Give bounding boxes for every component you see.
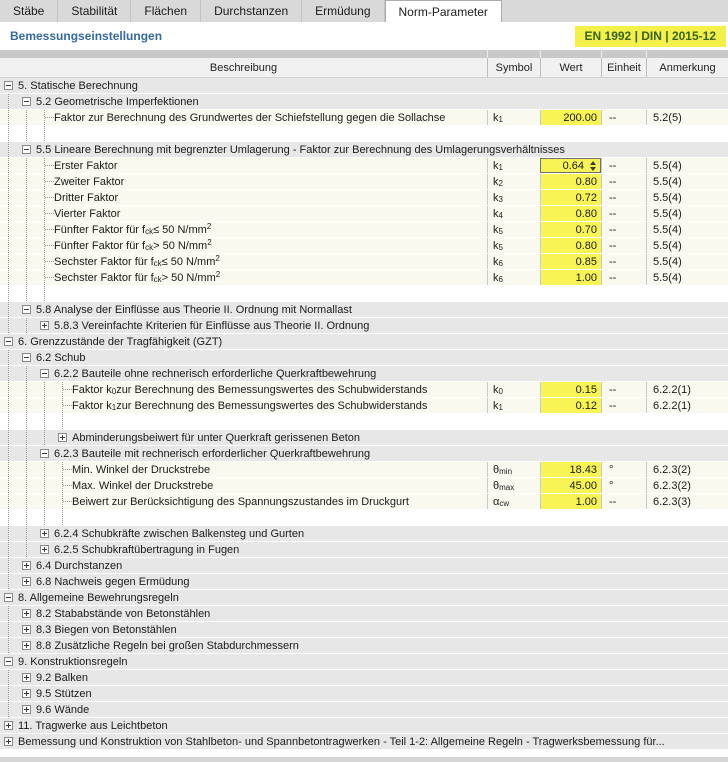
row-description: 6. Grenzzustände der Tragfähigkeit (GZT) [18, 335, 223, 348]
unit-cell: -- [601, 206, 646, 221]
row-description: Erster Faktor [54, 159, 118, 172]
tab-stabilit-t[interactable]: Stabilität [58, 0, 131, 22]
table-row[interactable] [0, 606, 728, 622]
separator-segment [601, 50, 646, 58]
table-row[interactable] [0, 142, 728, 158]
row-description: 6.4 Durchstanzen [36, 559, 123, 572]
table-row[interactable] [0, 462, 728, 478]
tree-branch-line [45, 245, 54, 246]
row-description: 11. Tragwerke aus Leichtbeton [18, 719, 168, 732]
tree-branch-line [45, 277, 54, 278]
table-row[interactable] [0, 446, 728, 462]
row-description: 9.6 Wände [36, 703, 90, 716]
row-description: 5.8.3 Vereinfachte Kriterien für Einflüsse aus Theorie II. Ordnung [54, 319, 370, 332]
expander-expand-icon[interactable] [40, 529, 49, 538]
tree-branch-line [63, 501, 72, 502]
note-cell: 6.2.2(1) [646, 382, 728, 397]
tree-guide-line [26, 510, 27, 525]
tree-branch-line [63, 389, 72, 390]
expander-collapse-icon[interactable] [22, 97, 31, 106]
row-description: Faktor zur Berechnung des Grundwertes der Schiefstellung gegen die Sollachse [54, 111, 446, 124]
value-cell[interactable]: 0.12 [540, 398, 601, 413]
window-edge [0, 757, 728, 762]
symbol-cell: k $_0$ [487, 382, 540, 397]
spacer-row [0, 126, 728, 142]
column-header-symbol: Symbol [487, 58, 540, 77]
tab-fl-chen[interactable]: Flächen [131, 0, 201, 22]
unit-cell: -- [601, 158, 646, 173]
tree-branch-line [45, 117, 54, 118]
table-row[interactable] [0, 654, 728, 670]
tree-guide-line [62, 510, 63, 525]
tree-guide-line [44, 510, 45, 525]
row-description: Max. Winkel der Druckstrebe [72, 479, 214, 492]
tree-guide-line [8, 126, 9, 141]
spacer-row [0, 510, 728, 526]
value-spinner [587, 159, 599, 172]
tree-branch-line [63, 469, 72, 470]
expander-expand-icon[interactable] [40, 321, 49, 330]
tree-branch-line [45, 165, 54, 166]
value-cell[interactable]: 0.15 [540, 382, 601, 397]
unit-cell: -- [601, 238, 646, 253]
table-row[interactable] [0, 366, 728, 382]
tree-branch-line [45, 261, 54, 262]
tree-branch-line [45, 229, 54, 230]
table-row[interactable] [0, 574, 728, 590]
expander-collapse-icon[interactable] [22, 305, 31, 314]
expander-collapse-icon[interactable] [22, 353, 31, 362]
tab-bar-filler [502, 0, 728, 22]
table-row[interactable] [0, 94, 728, 110]
note-cell: 5.5(4) [646, 254, 728, 269]
row-description: 5. Statische Berechnung [18, 79, 138, 92]
row-description: Sechster Faktor für f $_{ck}$ ≤ 50 N/mm $^2$ [54, 254, 220, 268]
symbol-cell: θ $_{max}$ [487, 478, 540, 493]
expander-collapse-icon[interactable] [40, 449, 49, 458]
row-description: Beiwert zur Berücksichtigung des Spannungszustandes im Druckgurt [72, 495, 409, 508]
symbol-cell: k $_3$ [487, 190, 540, 205]
note-cell: 6.2.3(2) [646, 462, 728, 477]
note-cell: 6.2.2(1) [646, 398, 728, 413]
expander-expand-icon[interactable] [22, 561, 31, 570]
tree-guide-line [8, 510, 9, 525]
expander-expand-icon[interactable] [58, 433, 67, 442]
symbol-cell: k $_5$ [487, 238, 540, 253]
table-row[interactable] [0, 478, 728, 494]
table-row[interactable] [0, 350, 728, 366]
note-cell: 5.5(4) [646, 222, 728, 237]
tree-guide-line [26, 286, 27, 301]
symbol-cell: k $_2$ [487, 174, 540, 189]
row-description: 6.2.3 Bauteile mit rechnerisch erforderlicher Querkraftbewehrung [54, 447, 371, 460]
note-cell: 5.5(4) [646, 206, 728, 221]
table-row[interactable] [0, 670, 728, 686]
note-cell: 5.5(4) [646, 238, 728, 253]
table-row[interactable] [0, 494, 728, 510]
table-row[interactable] [0, 158, 728, 174]
separator-segment [540, 50, 601, 58]
expander-collapse-icon[interactable] [4, 81, 13, 90]
table-column-header [0, 58, 728, 78]
symbol-cell: k $_6$ [487, 270, 540, 285]
row-description: 8.8 Zusätzliche Regeln bei großen Stabdurchmessern [36, 639, 299, 652]
expander-expand-icon[interactable] [22, 609, 31, 618]
expander-expand-icon[interactable] [22, 673, 31, 682]
table-row[interactable] [0, 718, 728, 734]
expander-expand-icon[interactable] [4, 737, 13, 746]
tree-guide-line [44, 126, 45, 141]
row-description: Fünfter Faktor für f $_{ck}$ ≤ 50 N/mm $^2$ [54, 222, 212, 236]
row-description: Min. Winkel der Druckstrebe [72, 463, 211, 476]
row-description: Faktor k $_0$ zur Berechnung des Bemessungswertes des Schubwiderstands [72, 383, 428, 396]
table-row[interactable] [0, 734, 728, 750]
symbol-cell: α $_{cw}$ [487, 494, 540, 509]
row-description: Bemessung und Konstruktion von Stahlbeton- und Spannbetontragwerken - Teil 1-2: Allgemeine Regeln - Tragwerksbemessung für... [18, 735, 665, 748]
note-cell: 5.2(5) [646, 110, 728, 125]
spinner-down-icon[interactable] [590, 167, 596, 171]
page-title: Bemessungseinstellungen [10, 29, 163, 43]
row-description: 8.3 Biegen von Betonstählen [36, 623, 177, 636]
tree-guide-line [26, 414, 27, 429]
table-row[interactable] [0, 430, 728, 446]
expander-expand-icon[interactable] [22, 689, 31, 698]
tree-branch-line [63, 485, 72, 486]
table-row[interactable] [0, 206, 728, 222]
value-cell[interactable]: 0.72 [540, 190, 601, 205]
expander-collapse-icon[interactable] [4, 593, 13, 602]
tree-branch-line [45, 181, 54, 182]
unit-cell: ° [601, 478, 646, 493]
value-cell[interactable]: 1.00 [540, 494, 601, 509]
header-separator-strip [0, 50, 728, 58]
table-row[interactable] [0, 526, 728, 542]
column-header-beschreibung: Beschreibung [209, 61, 278, 74]
table-row[interactable] [0, 190, 728, 206]
table-row[interactable] [0, 638, 728, 654]
value-cell[interactable]: 0.85 [540, 254, 601, 269]
row-description: Vierter Faktor [54, 207, 121, 220]
unit-cell: -- [601, 270, 646, 285]
spinner-up-icon[interactable] [590, 161, 596, 165]
symbol-cell: k $_6$ [487, 254, 540, 269]
symbol-cell: k $_4$ [487, 206, 540, 221]
separator-segment [0, 50, 487, 58]
table-row[interactable] [0, 174, 728, 190]
unit-cell: -- [601, 382, 646, 397]
tree-guide-line [8, 414, 9, 429]
note-cell: 5.5(4) [646, 270, 728, 285]
column-header-einheit: Einheit [601, 58, 646, 77]
symbol-cell: k $_1$ [487, 110, 540, 125]
tree-guide-line [44, 414, 45, 429]
expander-expand-icon[interactable] [22, 705, 31, 714]
separator-segment [646, 50, 728, 58]
row-description: Faktor k $_1$ zur Berechnung des Bemessungswertes des Schubwiderstands [72, 399, 428, 412]
separator-segment [487, 50, 540, 58]
unit-cell: -- [601, 254, 646, 269]
value-cell[interactable]: 0.64 [540, 158, 601, 173]
symbol-cell: k $_1$ [487, 398, 540, 413]
row-description: Sechster Faktor für f $_{ck}$ > 50 N/mm $^2$ [54, 270, 221, 284]
table-row[interactable] [0, 590, 728, 606]
table-row[interactable] [0, 270, 728, 286]
expander-expand-icon[interactable] [4, 721, 13, 730]
table-row[interactable] [0, 302, 728, 318]
tree-branch-line [45, 213, 54, 214]
table-row[interactable] [0, 110, 728, 126]
column-header-anmerkung: Anmerkung [646, 58, 728, 77]
expander-expand-icon[interactable] [40, 545, 49, 554]
row-description: Zweiter Faktor [54, 175, 125, 188]
tree-branch-line [63, 405, 72, 406]
row-description: 6.2.2 Bauteile ohne rechnerisch erforderliche Querkraftbewehrung [54, 367, 377, 380]
spacer-row [0, 414, 728, 430]
value-cell[interactable]: 0.80 [540, 174, 601, 189]
note-cell: 6.2.3(3) [646, 494, 728, 509]
tab-norm-parameter[interactable]: Norm-Parameter [385, 0, 502, 22]
tree-guide-line [44, 286, 45, 301]
tree-guide-line [8, 286, 9, 301]
row-description: 5.5 Lineare Berechnung mit begrenzter Umlagerung - Faktor zur Berechnung des Umlagerungsverhältnisses [36, 143, 565, 156]
table-row[interactable] [0, 558, 728, 574]
row-description: Abminderungsbeiwert für unter Querkraft gerissenen Beton [72, 431, 360, 444]
unit-cell: -- [601, 494, 646, 509]
row-description: 5.8 Analyse der Einflüsse aus Theorie II. Ordnung mit Normallast [36, 303, 352, 316]
unit-cell: -- [601, 222, 646, 237]
unit-cell: -- [601, 174, 646, 189]
table-row[interactable] [0, 622, 728, 638]
unit-cell: -- [601, 398, 646, 413]
value-cell[interactable]: 0.80 [540, 206, 601, 221]
value-cell[interactable]: 18.43 [540, 462, 601, 477]
value-cell[interactable]: 0.80 [540, 238, 601, 253]
row-description: 6.2.5 Schubkraftübertragung in Fugen [54, 543, 240, 556]
unit-cell: -- [601, 110, 646, 125]
row-description: 6.2.4 Schubkräfte zwischen Balkensteg und Gurten [54, 527, 305, 540]
note-cell: 5.5(4) [646, 190, 728, 205]
note-cell: 6.2.3(2) [646, 478, 728, 493]
spacer-row [0, 286, 728, 302]
symbol-cell: k $_5$ [487, 222, 540, 237]
table-row[interactable] [0, 78, 728, 94]
value-cell[interactable]: 45.00 [540, 478, 601, 493]
table-row[interactable] [0, 542, 728, 558]
row-description: 6.2 Schub [36, 351, 86, 364]
row-description: 9. Konstruktionsregeln [18, 655, 128, 668]
expander-collapse-icon[interactable] [4, 337, 13, 346]
table-body [0, 78, 728, 750]
table-row[interactable] [0, 686, 728, 702]
value-cell[interactable]: 0.70 [540, 222, 601, 237]
tab-durchstanzen[interactable]: Durchstanzen [201, 0, 302, 22]
expander-collapse-icon[interactable] [40, 369, 49, 378]
tab-bar [0, 0, 728, 22]
unit-cell: -- [601, 190, 646, 205]
tree-guide-line [26, 126, 27, 141]
row-description: 8. Allgemeine Bewehrungsregeln [18, 591, 179, 604]
column-header-wert: Wert [540, 58, 601, 77]
row-description: 5.2 Geometrische Imperfektionen [36, 95, 199, 108]
table-row[interactable] [0, 238, 728, 254]
value-cell[interactable]: 1.00 [540, 270, 601, 285]
note-cell: 5.5(4) [646, 174, 728, 189]
table-row[interactable] [0, 318, 728, 334]
row-description: 9.2 Balken [36, 671, 88, 684]
expander-collapse-icon[interactable] [4, 657, 13, 666]
tab-erm-dung[interactable]: Ermüdung [302, 0, 384, 22]
table-row[interactable] [0, 398, 728, 414]
tab-st-be[interactable]: Stäbe [0, 0, 58, 22]
table-row[interactable] [0, 334, 728, 350]
expander-expand-icon[interactable] [22, 625, 31, 634]
unit-cell: ° [601, 462, 646, 477]
row-description: 9.5 Stützen [36, 687, 92, 700]
settings-header [0, 22, 728, 50]
norm-badge[interactable]: EN 1992 | DIN | 2015-12 [575, 26, 726, 47]
expander-expand-icon[interactable] [22, 577, 31, 586]
bottom-spacer [0, 750, 728, 757]
expander-collapse-icon[interactable] [22, 145, 31, 154]
symbol-cell: θ $_{min}$ [487, 462, 540, 477]
value-cell[interactable]: 200.00 [540, 110, 601, 125]
note-cell: 5.5(4) [646, 158, 728, 173]
row-description: 8.2 Stababstände von Betonstählen [36, 607, 211, 620]
table-row[interactable] [0, 254, 728, 270]
expander-expand-icon[interactable] [22, 641, 31, 650]
row-description: 6.8 Nachweis gegen Ermüdung [36, 575, 190, 588]
tree-guide-line [62, 414, 63, 429]
table-row[interactable] [0, 222, 728, 238]
row-description: Fünfter Faktor für f $_{ck}$ > 50 N/mm $^2$ [54, 238, 212, 252]
symbol-cell: k $_1$ [487, 158, 540, 173]
row-description: Dritter Faktor [54, 191, 119, 204]
table-row[interactable] [0, 382, 728, 398]
table-row[interactable] [0, 702, 728, 718]
tree-branch-line [45, 197, 54, 198]
